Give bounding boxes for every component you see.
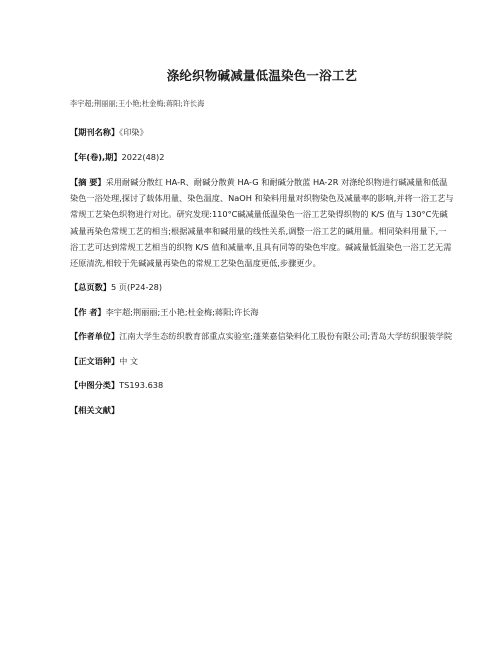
field-abstract — [70, 174, 454, 271]
field-label: 【总页数】 — [70, 282, 111, 293]
authors-line: 李宇超;荆丽丽;王小艳;杜金梅;蒋阳;许长海 — [70, 99, 205, 108]
field-value: 采用耐碱分散红 HA-R、耐碱分散黄 HA-G 和耐碱分散蓝 HA-2R 对涤纶织物进行碱减量和低温染色一浴处理,探讨了载体用量、染色温度、NaOH 和染料用量对织物染色及减量率的影响,并将一浴工艺与常规工艺染色织物进行对比。研究发现:110°C碱减量低温染色一浴工艺染得织物的 K/S 值与 130°C先碱减量再染色常规工艺的相当;根据减量率和碱用量的线性关系,调整一浴工艺的碱用量。相同染料用量下,一浴工艺可达到常规工艺相当的织物 K/S 值和减量率,且具有同等的染色牢度。碱减量低温染色一浴工艺无需还原清洗,相较于先碱减量再染色的常规工艺染色温度更低,步骤更少。 — [70, 177, 454, 269]
field-label: 【年(卷),期】 — [70, 151, 122, 162]
field-language — [70, 354, 454, 370]
field-label: 【相关文献】 — [70, 404, 120, 415]
field-authors — [70, 305, 454, 321]
field-value: 2022(48)2 — [121, 151, 165, 162]
field-total-pages — [70, 280, 454, 296]
field-value: TS193.638 — [119, 380, 164, 391]
field-value: 李宇超;荆丽丽;王小艳;杜金梅;蒋阳;许长海 — [105, 306, 259, 317]
field-value: 江南大学生态纺织教育部重点实验室;蓬莱嘉信染料化工股份有限公司;青岛大学纺织服装学院 — [119, 331, 453, 342]
field-value: 5 页(P24-28) — [110, 282, 163, 293]
field-related-literature — [70, 403, 454, 419]
field-label: 【期刊名称】 — [70, 127, 120, 137]
field-label: 【作 者】 — [70, 306, 106, 317]
field-label: 【作者单位】 — [70, 331, 120, 342]
field-label: 【中图分类】 — [70, 380, 120, 391]
document-title: 涤纶织物碱减量低温染色一浴工艺 — [166, 68, 358, 83]
field-author-affiliation — [70, 329, 454, 345]
field-label: 【正文语种】 — [70, 355, 120, 366]
field-value: 《印染》 — [119, 127, 148, 137]
field-value: 中 文 — [119, 355, 139, 366]
field-year-volume-issue — [70, 150, 454, 166]
field-classification — [70, 378, 454, 394]
field-journal-name — [70, 125, 454, 141]
field-label: 【摘 要】 — [70, 177, 106, 187]
